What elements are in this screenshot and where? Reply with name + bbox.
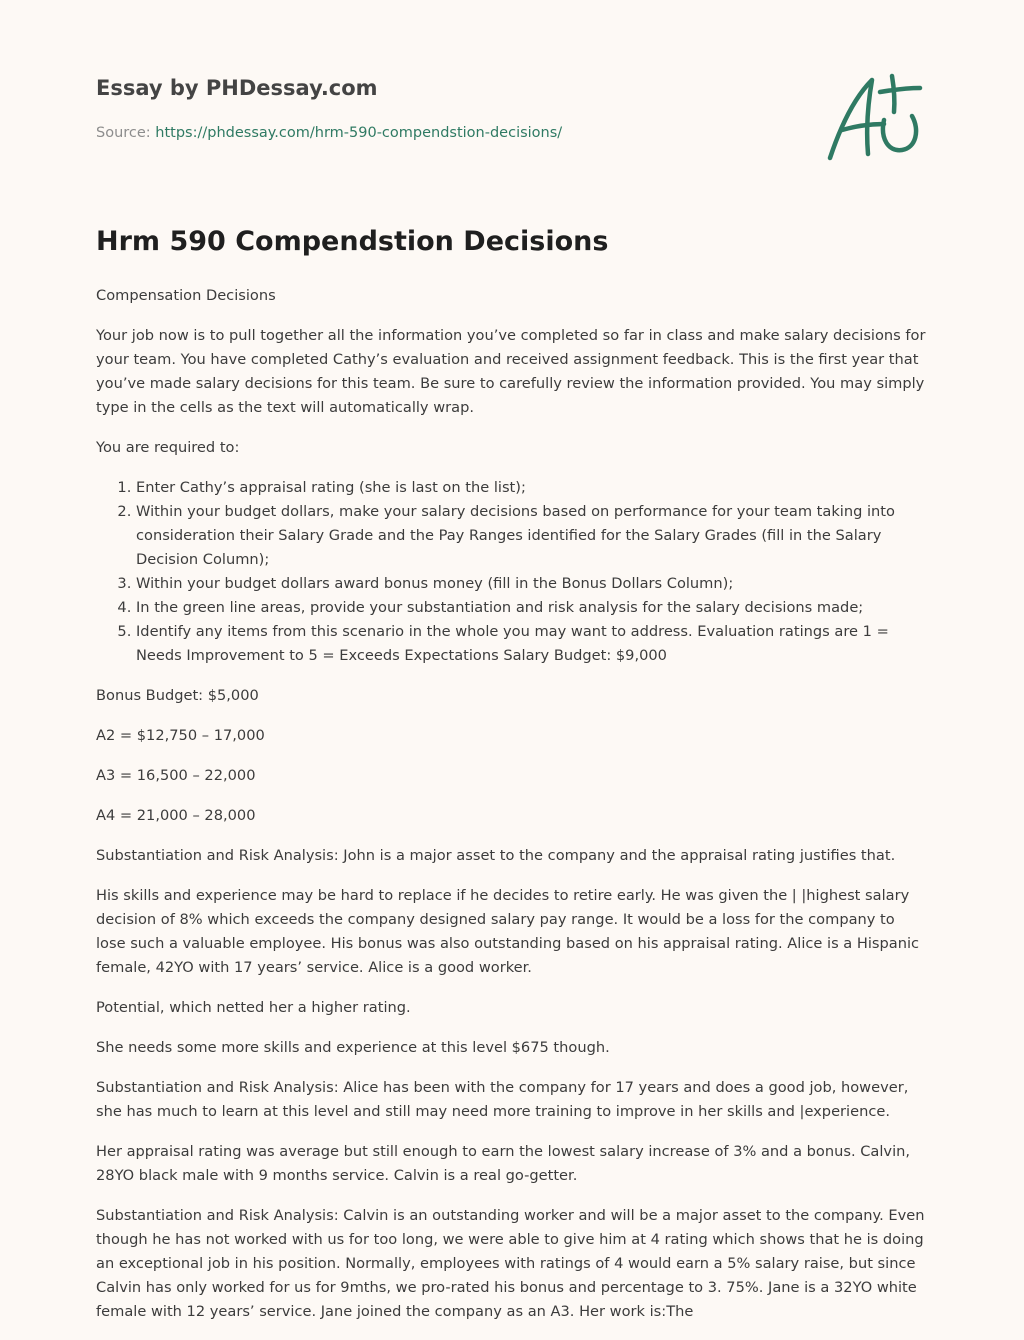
essay-subtitle: Compensation Decisions [96,287,276,304]
site-title: Essay by PHDessay.com [96,76,378,100]
paragraph-skills: His skills and experience may be hard to replace if he decides to retire early. He was given the | |highest salary decision of 8% which exceeds the company designed salary pay range. It would be a loss for the company to lose such a valuable employee. His bonus was also outstanding based on his appraisal rating. Alice is a Hispanic female, 42YO with 17 years’ service. Alice is a good worker. [96,887,920,976]
required-label: You are required to: [96,439,240,456]
paragraph-john: Substantiation and Risk Analysis: John is a major asset to the company and the appraisal rating justifies that. [96,847,896,864]
source-link[interactable]: https://phdessay.com/hrm-590-compendstion-decisions/ [155,125,563,141]
pay-range-a3: A3 = 16,500 – 22,000 [96,767,256,784]
paragraph-needs: She needs some more skills and experience at this level $675 though. [96,1039,610,1056]
paragraph-potential: Potential, which netted her a higher rating. [96,999,411,1016]
list-item: 2. Within your budget dollars, make your salary decisions based on performance for your team taking into consideration their Salary Grade and the Pay Ranges identified for the Salary Grades (fill in the Salary Decision Column); [136,500,928,572]
paragraph-calvin: Substantiation and Risk Analysis: Calvin is an outstanding worker and will be a major asset to the company. Even though he has not worked with us for too long, we were able to give him at 4 rating which shows that he is doing an exceptional job in his position. Normally, employees with ratings of 4 would earn a 5% salary raise, but since Calvin has only worked for us for 9mths, we pro-rated his bonus and percentage to 3. 75%. Jane is a 32YO white female with 12 years’ service. Jane joined the company as an A3. Her work is:The [96,1207,925,1320]
a-plus-logo-icon [822,68,930,166]
pay-range-a4: A4 = 21,000 – 28,000 [96,807,256,824]
list-item: 3. Within your budget dollars award bonus money (fill in the Bonus Dollars Column); [136,572,928,596]
essay-title: Hrm 590 Compendstion Decisions [96,226,609,257]
source-line [96,125,562,141]
source-label: Source: [96,125,151,141]
pay-range-a2: A2 = $12,750 – 17,000 [96,727,265,744]
paragraph-alice: Substantiation and Risk Analysis: Alice has been with the company for 17 years and does a good job, however, she has much to learn at this level and still may need more training to improve in her skills and |experience. [96,1079,909,1120]
list-item: 4. In the green line areas, provide your substantiation and risk analysis for the salary decisions made; [136,596,928,620]
intro-paragraph: Your job now is to pull together all the information you’ve completed so far in class and make salary decisions for your team. You have completed Cathy’s evaluation and received assignment feedback. This is the first year that you’ve made salary decisions for this team. Be sure to carefully review the information provided. You may simply type in the cells as the text will automatically wrap. [96,327,926,416]
bonus-budget: Bonus Budget: $5,000 [96,687,259,704]
essay-body [96,284,928,1340]
list-item: 5. Identify any items from this scenario in the whole you may want to address. Evaluation ratings are 1 = Needs Improvement to 5 = Exceeds Expectations Salary Budget: $9,000 [136,620,928,668]
paragraph-appraisal: Her appraisal rating was average but still enough to earn the lowest salary increase of 3% and a bonus. Calvin, 28YO black male with 9 months service. Calvin is a real go-getter. [96,1143,911,1184]
list-item: 1. Enter Cathy’s appraisal rating (she is last on the list); [136,476,928,500]
requirements-list [96,476,928,668]
